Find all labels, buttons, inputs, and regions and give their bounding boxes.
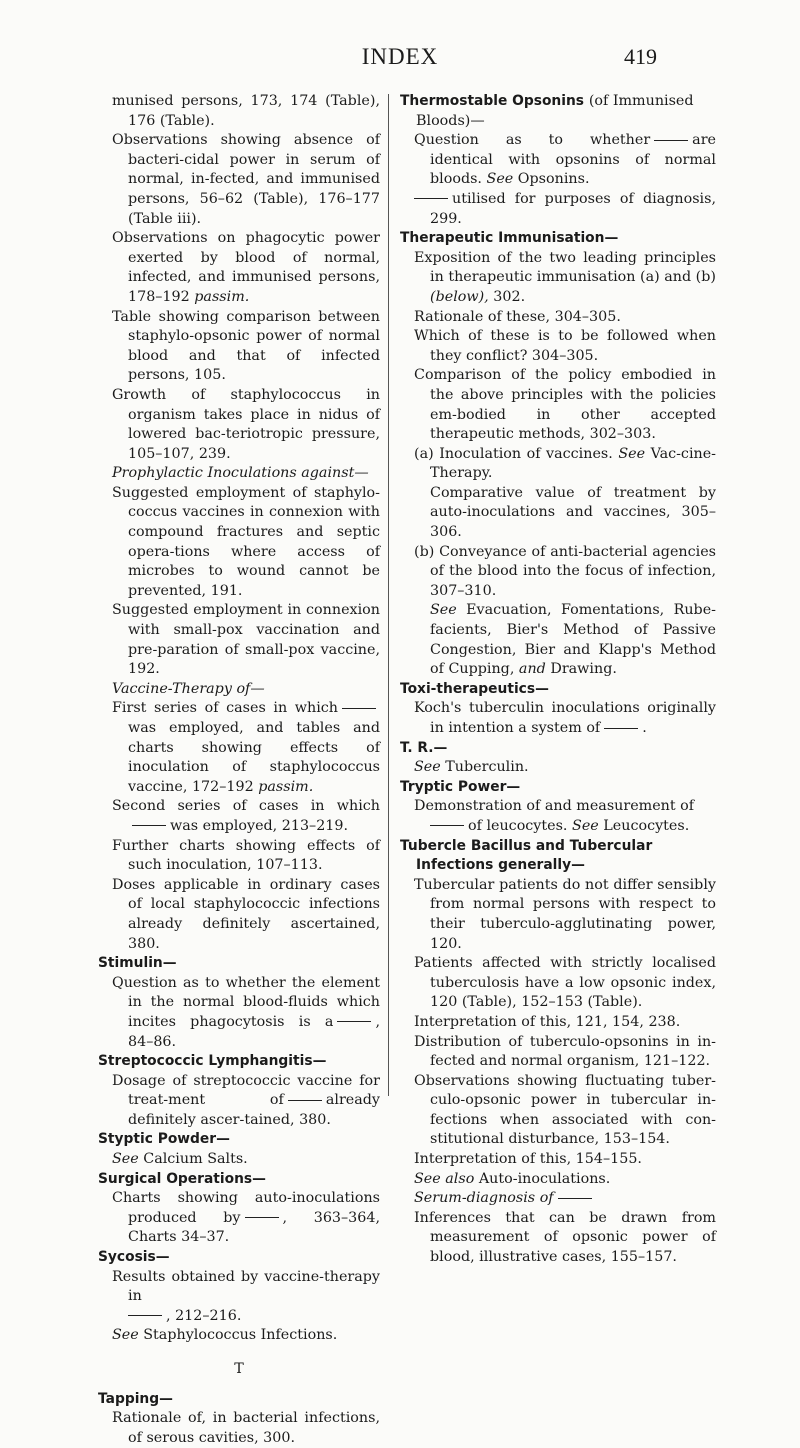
index-line: Doses applicable in ordinary cases of local staphylococcic infections already definitely ascertained, 380. — [112, 876, 380, 952]
index-line: Interpretation of this, 154–155. — [414, 1151, 642, 1168]
index-line: Further charts showing effects of such inoculation, 107–113. — [112, 837, 380, 874]
index-line: Suggested employment in connexion with small-pox vaccination and pre-paration of small-pox vaccine, 192. — [112, 602, 380, 678]
index-heading: Styptic Powder— — [98, 1131, 230, 1148]
index-line: Interpretation of this, 121, 154, 238. — [414, 1013, 681, 1030]
index-line: Inferences that can be drawn from measurement of opsonic power of blood, illustrative cases, 155–157. — [414, 1209, 716, 1266]
index-line: Rationale of, in bacterial infections, of serous cavities, 300. — [112, 1410, 380, 1446]
index-line: (b) Conveyance of anti-bacterial agencies of the blood into the focus of infection, 307–310. — [414, 543, 716, 599]
index-heading: Thermostable Opsonins (of Immunised Bloods)— — [400, 93, 694, 129]
index-heading: Streptococcic Lymphangitis— — [98, 1053, 327, 1070]
index-heading: Therapeutic Immunisation— — [400, 230, 619, 247]
index-subheading: Serum-diagnosis of — [400, 1189, 716, 1209]
index-line: Patients affected with strictly localised tuberculosis have a low opsonic index, 120 (Table), 152–153 (Table). — [414, 955, 716, 1011]
index-line: Dosage of streptococcic vaccine for treat-ment of already definitely ascer-tained, 380. — [112, 1072, 380, 1128]
index-line: See also Auto-inoculations. — [414, 1170, 611, 1187]
index-line: munised persons, 173, 174 (Table), 176 (Table). — [112, 93, 380, 129]
right-column — [400, 92, 716, 1268]
index-heading: Tryptic Power— — [400, 778, 521, 795]
page-title: INDEX — [361, 44, 439, 69]
index-heading: Sycosis— — [98, 1249, 170, 1266]
index-line: Exposition of the two leading principles in therapeutic immunisation (a) and (b) (below), 302. — [414, 249, 716, 305]
index-subheading: Prophylactic Inoculations against— — [112, 465, 369, 482]
index-line: Comparison of the policy embodied in the above principles with the policies em-bodied in other accepted therapeutic methods, 302–303. — [414, 367, 716, 443]
index-line: Koch's tuberculin inoculations originally in intention a system of . — [414, 700, 716, 736]
index-heading: T. R.— — [400, 739, 448, 756]
index-line: Growth of staphylococcus in organism takes place in nidus of lowered bac-teriotropic pressure, 105–107, 239. — [112, 386, 380, 462]
section-letter: T — [234, 1361, 244, 1377]
index-line: Which of these is to be followed when they conflict? 304–305. — [414, 328, 716, 364]
index-subheading: Vaccine-Therapy of— — [112, 680, 265, 697]
index-heading: Tapping— — [98, 1390, 173, 1407]
index-line: Second series of cases in whichwas employed, 213–219. — [112, 798, 380, 834]
index-line: Charts showing auto-inoculations produced by , 363–364, Charts 34–37. — [112, 1190, 380, 1246]
page-number: 419 — [624, 44, 657, 69]
index-heading: Stimulin— — [98, 955, 177, 972]
index-line: Observations on phagocytic power exerted by blood of normal, infected, and immunised persons, 178–192 passim. — [112, 230, 380, 305]
page-header — [0, 44, 800, 74]
column-divider — [388, 94, 389, 1096]
index-heading: Surgical Operations— — [98, 1170, 266, 1187]
index-line: Observations showing fluctuating tuber-culo-opsonic power in tubercular in-fections when associated with con-stitutional disturbance, 153–154. — [414, 1072, 716, 1148]
index-line: Rationale of these, 304–305. — [414, 308, 621, 325]
index-line: Observations showing absence of bacteri-cidal power in serum of normal, in-fected, and immunised persons, 56–62 (Table), 176–177 (Table iii). — [112, 132, 380, 227]
index-line: utilised for purposes of diagnosis, 299. — [400, 190, 716, 229]
index-line: Comparative value of treatment by auto-inoculations and vaccines, 305–306. — [430, 484, 716, 541]
index-line: Suggested employment of staphylo-coccus vaccines in connexion with compound fractures and septic opera-tions where access of microbes to wound cannot be prevented, 191. — [112, 484, 380, 599]
index-line: Question as to whether the element in the normal blood-fluids which incites phagocytosis is a , 84–86. — [112, 974, 380, 1050]
index-line: See Calcium Salts. — [112, 1151, 248, 1168]
index-line: Question as to whether are identical with opsonins of normal bloods. See Opsonins. — [414, 132, 716, 188]
index-heading: Toxi-therapeutics— — [400, 680, 549, 697]
index-line: See Staphylococcus Infections. — [112, 1327, 338, 1344]
index-line: Table showing comparison between staphylo-opsonic power of normal blood and that of infected persons, 105. — [112, 308, 380, 384]
index-line: Tubercular patients do not differ sensibly from normal persons with respect to their tuberculo-agglutinating power, 120. — [414, 876, 716, 952]
index-line: See Evacuation, Fomentations, Rube-facients, Bier's Method of Passive Congestion, Bier and Klapp's Method of Cupping, and Drawing. — [430, 602, 716, 678]
index-line: See Tuberculin. — [414, 759, 529, 776]
left-column — [98, 92, 380, 1448]
index-line: (a) Inoculation of vaccines. See Vac-cine-Therapy. — [414, 445, 717, 482]
index-line: First series of cases in whichwas employed, and tables and charts showing effects of inoculation of staphylococcus vaccine, 172–192 passim. — [112, 700, 380, 795]
index-line: Distribution of tuberculo-opsonins in in-fected and normal organism, 121–122. — [414, 1033, 716, 1070]
index-line: Demonstration of and measurement of of leucocytes. See Leucocytes. — [414, 798, 695, 834]
index-line: Results obtained by vaccine-therapy in , 212–216. — [112, 1268, 380, 1324]
index-heading: Tubercle Bacillus and Tubercular Infections generally— — [400, 837, 653, 874]
